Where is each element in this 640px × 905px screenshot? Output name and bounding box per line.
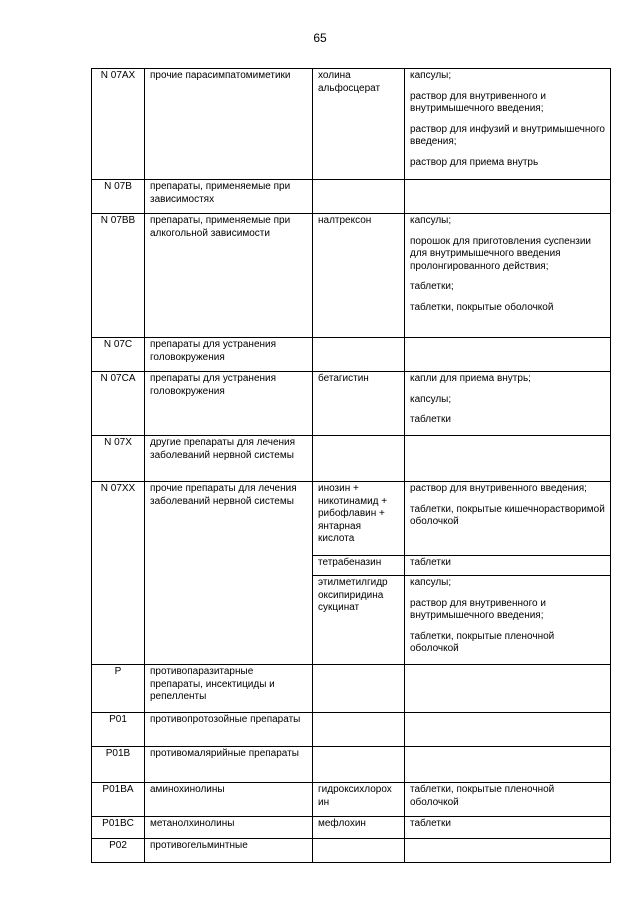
atc-code: P01BC (92, 817, 145, 839)
dosage-forms (405, 69, 611, 180)
atc-code: N 07BB (92, 214, 145, 338)
atc-code: P01 (92, 713, 145, 747)
dosage-form: раствор для инфузий и внутримышечного введения; (410, 123, 605, 147)
dosage-forms (405, 180, 611, 214)
dosage-form: раствор для внутривенного введения; (410, 483, 587, 494)
dosage-form: капсулы; (410, 393, 452, 405)
dosage-form: раствор для внутривенного и внутримышечного введения; (410, 597, 546, 621)
substance-name (313, 665, 405, 713)
table-row (92, 783, 611, 817)
table-row (92, 436, 611, 482)
dosage-form: таблетки (410, 818, 451, 829)
dosage-form: капсулы; (410, 70, 452, 81)
substance-name: гидроксихлорох ин (313, 783, 405, 817)
atc-code: N 07C (92, 338, 145, 372)
dosage-form: капсулы; (410, 215, 452, 226)
group-name: прочие парасимпатомиметики (145, 69, 313, 180)
page-number: 65 (313, 31, 327, 45)
substance-name: налтрексон (313, 214, 405, 338)
dosage-forms (405, 576, 611, 665)
substance-name (313, 180, 405, 214)
group-name: прочие препараты для лечения заболеваний нервной системы (145, 482, 313, 665)
atc-code: P01BA (92, 783, 145, 817)
dosage-forms (405, 556, 611, 576)
substance-name: тетрабеназин (313, 556, 405, 576)
dosage-form: таблетки, покрытые оболочкой (410, 301, 554, 313)
group-name: препараты для устранения головокружения (145, 372, 313, 436)
atc-code: N 07X (92, 436, 145, 482)
dosage-forms (405, 482, 611, 556)
table-row (92, 713, 611, 747)
table-row (92, 69, 611, 180)
dosage-form: таблетки, покрытые пленочной оболочкой (410, 784, 555, 808)
group-name: другие препараты для лечения заболеваний нервной системы (145, 436, 313, 482)
substance-name: мефлохин (313, 817, 405, 839)
dosage-forms (405, 747, 611, 783)
group-name: метанолхинолины (145, 817, 313, 839)
table-row (92, 747, 611, 783)
atc-code: P01B (92, 747, 145, 783)
table-row (92, 482, 611, 556)
group-name: препараты, применяемые при алкогольной зависимости (145, 214, 313, 338)
dosage-forms (405, 214, 611, 338)
atc-code: N 07CA (92, 372, 145, 436)
group-name: препараты, применяемые при зависимостях (145, 180, 313, 214)
dosage-form: таблетки (410, 557, 451, 568)
dosage-form: капсулы; (410, 577, 452, 588)
group-name: противогельминтные (145, 839, 313, 863)
dosage-forms (405, 817, 611, 839)
dosage-form: порошок для приготовления суспензии для внутримышечного введения пролонгированного действия; (410, 235, 591, 272)
substance-name: холина альфосцерат (313, 69, 405, 180)
dosage-form: таблетки (410, 414, 451, 425)
table-row (92, 372, 611, 436)
substance-name (313, 839, 405, 863)
dosage-forms (405, 665, 611, 713)
dosage-form: раствор для приема внутрь (410, 156, 539, 168)
atc-code: N 07XX (92, 482, 145, 665)
group-name: противопаразитарные препараты, инсектициды и репелленты (145, 665, 313, 713)
table-row (92, 839, 611, 863)
dosage-forms (405, 839, 611, 863)
dosage-forms (405, 783, 611, 817)
substance-name (313, 713, 405, 747)
table-row (92, 817, 611, 839)
dosage-forms (405, 713, 611, 747)
substance-name: этилметилгидр оксипиридина сукцинат (313, 576, 405, 665)
table-row (92, 180, 611, 214)
dosage-forms (405, 372, 611, 436)
substance-name: инозин + никотинамид + рибофлавин + янтарная кислота (313, 482, 405, 556)
table-row (92, 665, 611, 713)
dosage-forms (405, 436, 611, 482)
group-name: противомалярийные препараты (145, 747, 313, 783)
group-name: аминохинолины (145, 783, 313, 817)
dosage-form: капли для приема внутрь; (410, 373, 531, 384)
drug-list-table (91, 68, 611, 863)
dosage-form: таблетки; (410, 281, 454, 292)
atc-code: N 07B (92, 180, 145, 214)
dosage-form: таблетки, покрытые пленочной оболочкой (410, 630, 555, 654)
dosage-form: таблетки, покрытые кишечнорастворимой оболочкой (410, 503, 605, 527)
atc-code: N 07AX (92, 69, 145, 180)
atc-code: P02 (92, 839, 145, 863)
substance-name (313, 436, 405, 482)
group-name: препараты для устранения головокружения (145, 338, 313, 372)
dosage-forms (405, 338, 611, 372)
table-row (92, 214, 611, 338)
substance-name (313, 338, 405, 372)
atc-code: P (92, 665, 145, 713)
table-row (92, 338, 611, 372)
dosage-form: раствор для внутривенного и внутримышечного введения; (410, 90, 546, 114)
group-name: противопротозойные препараты (145, 713, 313, 747)
substance-name (313, 747, 405, 783)
substance-name: бетагистин (313, 372, 405, 436)
